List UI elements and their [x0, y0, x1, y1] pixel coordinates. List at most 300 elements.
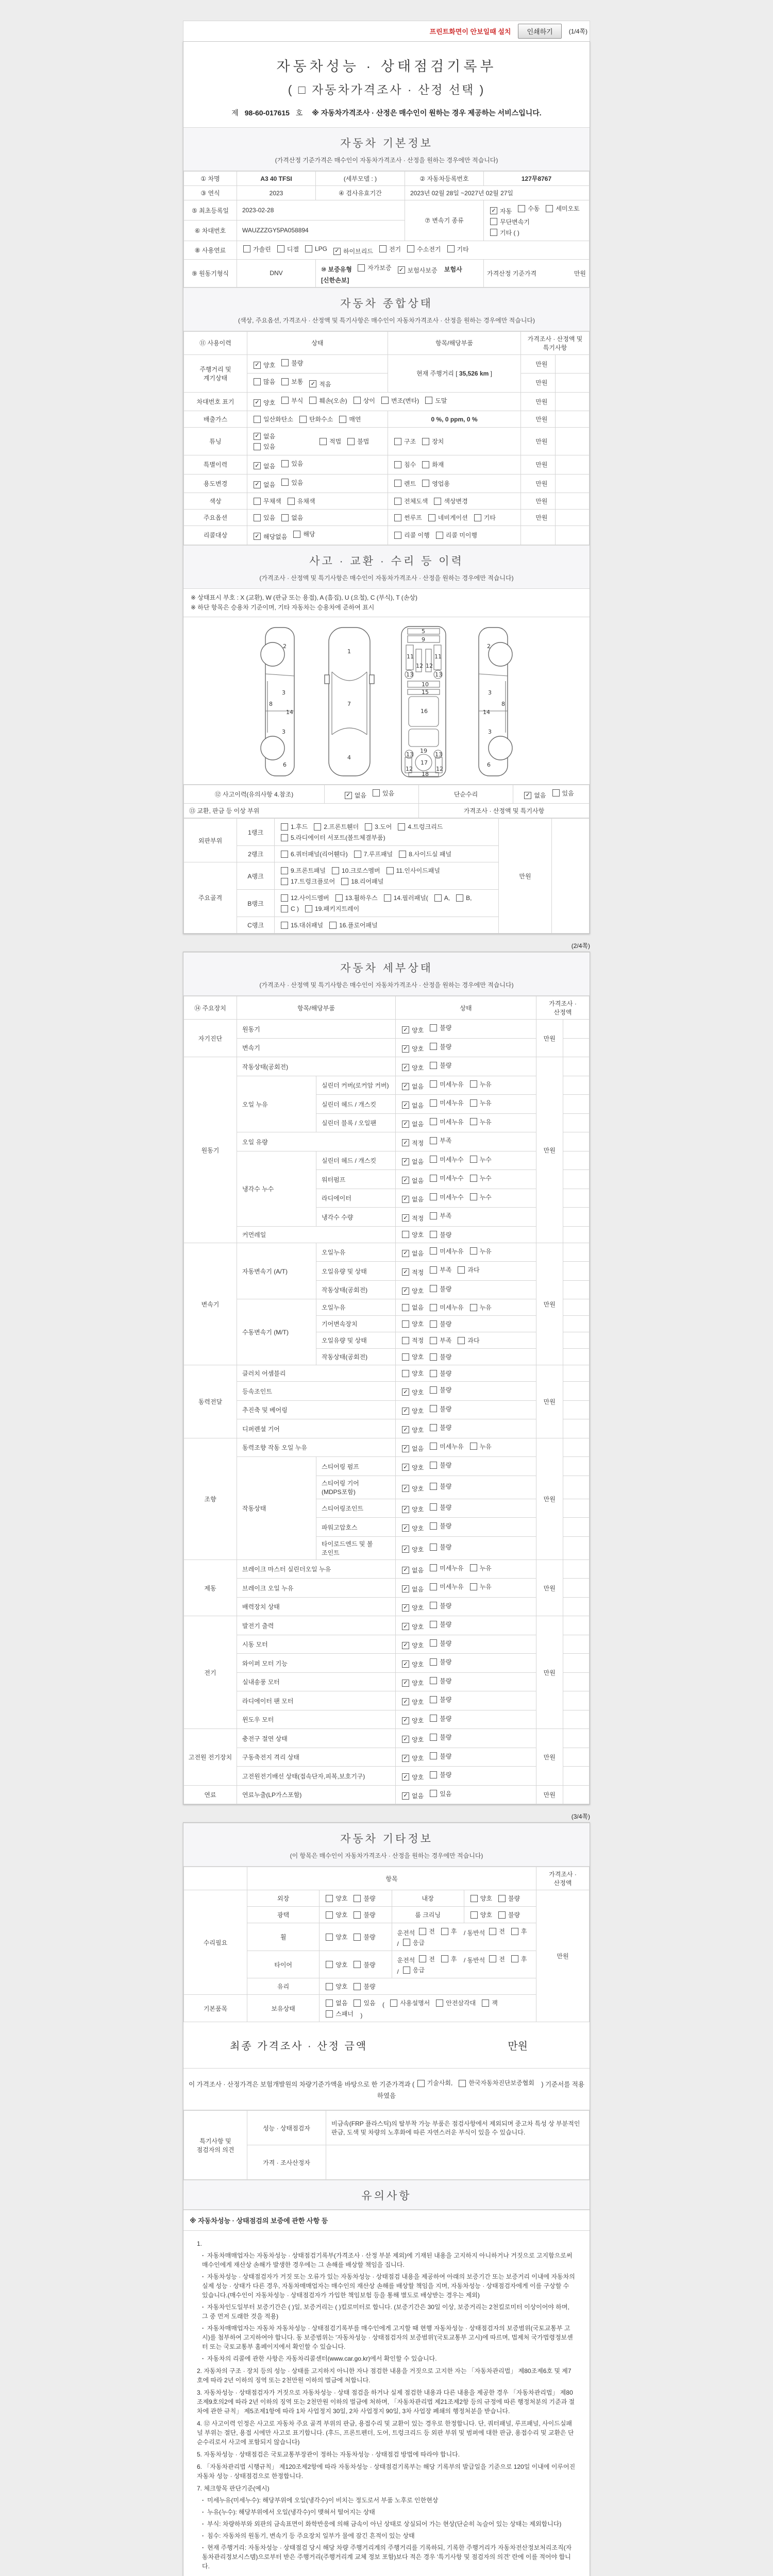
checkbox-unchecked-icon[interactable] [430, 1304, 437, 1311]
checkbox-unchecked-icon[interactable] [434, 498, 441, 505]
checkbox-checked-icon[interactable] [254, 481, 261, 488]
checkbox-unchecked-icon[interactable] [281, 851, 288, 858]
checkbox-unchecked-icon[interactable] [441, 1955, 448, 1962]
checkbox-option[interactable] [430, 1404, 451, 1413]
checkbox-option[interactable] [281, 877, 335, 886]
checkbox-unchecked-icon[interactable] [354, 1983, 361, 1990]
checkbox-option[interactable] [403, 1965, 425, 1974]
checkbox-option[interactable] [430, 1582, 463, 1591]
checkbox-option[interactable] [430, 1601, 451, 1610]
checkbox-unchecked-icon[interactable] [430, 1790, 437, 1797]
checkbox-option[interactable] [326, 1933, 347, 1941]
checkbox-unchecked-icon[interactable] [281, 514, 289, 521]
checkbox-option[interactable] [430, 1789, 451, 1798]
checkbox-option[interactable] [552, 789, 574, 798]
checkbox-option[interactable] [335, 893, 378, 902]
checkbox-unchecked-icon[interactable] [354, 1961, 361, 1968]
checkbox-option[interactable] [384, 893, 428, 902]
checkbox-option[interactable] [320, 437, 341, 446]
checkbox-checked-icon[interactable] [402, 1445, 409, 1452]
checkbox-option[interactable] [254, 462, 275, 470]
checkbox-unchecked-icon[interactable] [430, 1156, 437, 1163]
checkbox-option[interactable] [254, 480, 275, 489]
checkbox-unchecked-icon[interactable] [470, 1911, 478, 1919]
checkbox-option[interactable] [407, 245, 441, 253]
checkbox-unchecked-icon[interactable] [511, 1928, 518, 1935]
checkbox-option[interactable] [402, 1352, 424, 1361]
checkbox-option[interactable] [309, 396, 347, 405]
checkbox-checked-icon[interactable] [402, 1773, 409, 1781]
checkbox-unchecked-icon[interactable] [320, 438, 327, 445]
checkbox-option[interactable] [386, 866, 440, 875]
checkbox-unchecked-icon[interactable] [430, 1231, 437, 1238]
checkbox-checked-icon[interactable] [254, 433, 261, 440]
checkbox-option[interactable] [381, 396, 419, 405]
checkbox-option[interactable] [430, 1385, 451, 1394]
checkbox-unchecked-icon[interactable] [419, 1955, 426, 1962]
checkbox-checked-icon[interactable] [402, 1680, 409, 1687]
checkbox-option[interactable] [402, 1754, 424, 1762]
checkbox-option[interactable] [430, 1042, 451, 1051]
checkbox-checked-icon[interactable] [402, 1196, 409, 1203]
checkbox-checked-icon[interactable] [402, 1464, 409, 1471]
checkbox-option[interactable] [482, 1998, 498, 2007]
checkbox-unchecked-icon[interactable] [458, 1266, 465, 1274]
checkbox-option[interactable] [243, 245, 271, 253]
checkbox-unchecked-icon[interactable] [490, 229, 497, 236]
checkbox-option[interactable] [402, 1406, 424, 1415]
checkbox-unchecked-icon[interactable] [430, 1696, 437, 1703]
print-button[interactable]: 인쇄하기 [518, 24, 561, 39]
checkbox-option[interactable] [394, 497, 428, 505]
checkbox-option[interactable] [430, 1211, 451, 1220]
checkbox-option[interactable] [430, 1174, 463, 1182]
checkbox-unchecked-icon[interactable] [281, 878, 288, 885]
checkbox-option[interactable] [281, 478, 303, 487]
checkbox-option[interactable] [399, 850, 451, 858]
checkbox-option[interactable] [402, 1698, 424, 1706]
checkbox-option[interactable] [490, 207, 512, 215]
checkbox-option[interactable] [430, 1230, 451, 1239]
checkbox-option[interactable] [430, 1714, 451, 1723]
checkbox-checked-icon[interactable] [333, 248, 341, 255]
checkbox-unchecked-icon[interactable] [394, 532, 401, 539]
checkbox-unchecked-icon[interactable] [422, 461, 429, 468]
checkbox-option[interactable] [430, 1676, 451, 1685]
checkbox-unchecked-icon[interactable] [281, 922, 288, 929]
checkbox-option[interactable] [339, 415, 361, 423]
checkbox-option[interactable] [430, 1319, 451, 1328]
checkbox-unchecked-icon[interactable] [329, 922, 337, 929]
checkbox-unchecked-icon[interactable] [470, 1099, 477, 1107]
checkbox-checked-icon[interactable] [402, 1546, 409, 1553]
checkbox-unchecked-icon[interactable] [354, 1895, 361, 1902]
checkbox-unchecked-icon[interactable] [430, 1247, 437, 1255]
checkbox-option[interactable] [458, 1336, 479, 1345]
checkbox-unchecked-icon[interactable] [498, 1895, 506, 1902]
checkbox-checked-icon[interactable] [402, 1604, 409, 1612]
checkbox-option[interactable] [436, 1998, 476, 2007]
checkbox-unchecked-icon[interactable] [470, 1193, 477, 1200]
checkbox-option[interactable] [354, 1933, 375, 1941]
checkbox-unchecked-icon[interactable] [403, 1939, 410, 1946]
checkbox-option[interactable] [498, 1894, 520, 1903]
checkbox-option[interactable] [470, 1910, 492, 1919]
checkbox-unchecked-icon[interactable] [489, 1928, 496, 1935]
checkbox-option[interactable] [470, 1894, 492, 1903]
checkbox-unchecked-icon[interactable] [254, 416, 261, 423]
checkbox-unchecked-icon[interactable] [470, 1118, 477, 1125]
checkbox-option[interactable] [430, 1284, 451, 1293]
checkbox-unchecked-icon[interactable] [398, 823, 405, 831]
checkbox-checked-icon[interactable] [402, 1064, 409, 1071]
checkbox-option[interactable] [402, 1679, 424, 1687]
checkbox-checked-icon[interactable] [402, 1139, 409, 1146]
checkbox-unchecked-icon[interactable] [430, 1337, 437, 1344]
checkbox-option[interactable] [354, 850, 393, 858]
checkbox-option[interactable] [459, 2078, 534, 2088]
checkbox-unchecked-icon[interactable] [552, 789, 560, 796]
checkbox-unchecked-icon[interactable] [430, 1752, 437, 1759]
checkbox-option[interactable] [428, 513, 468, 522]
checkbox-option[interactable] [326, 1894, 347, 1903]
checkbox-checked-icon[interactable] [402, 1660, 409, 1668]
checkbox-option[interactable] [281, 822, 308, 831]
checkbox-option[interactable] [417, 2078, 453, 2088]
checkbox-option[interactable] [358, 263, 391, 272]
checkbox-unchecked-icon[interactable] [430, 1353, 437, 1361]
checkbox-unchecked-icon[interactable] [394, 438, 401, 445]
checkbox-unchecked-icon[interactable] [470, 1583, 477, 1590]
checkbox-option[interactable] [354, 1910, 375, 1919]
checkbox-unchecked-icon[interactable] [243, 245, 250, 252]
checkbox-unchecked-icon[interactable] [430, 1522, 437, 1530]
checkbox-unchecked-icon[interactable] [459, 2080, 466, 2087]
checkbox-unchecked-icon[interactable] [422, 480, 429, 487]
checkbox-option[interactable] [430, 1023, 451, 1032]
checkbox-unchecked-icon[interactable] [326, 1983, 333, 1990]
checkbox-unchecked-icon[interactable] [402, 1337, 409, 1344]
checkbox-option[interactable] [402, 1463, 424, 1472]
checkbox-option[interactable] [430, 1657, 451, 1666]
checkbox-option[interactable] [430, 1503, 451, 1512]
checkbox-unchecked-icon[interactable] [546, 205, 553, 212]
checkbox-option[interactable] [430, 1695, 451, 1704]
checkbox-unchecked-icon[interactable] [425, 397, 432, 404]
checkbox-option[interactable] [430, 1423, 451, 1432]
checkbox-option[interactable] [441, 1927, 457, 1936]
checkbox-option[interactable] [419, 1927, 435, 1936]
checkbox-unchecked-icon[interactable] [518, 205, 525, 212]
checkbox-unchecked-icon[interactable] [436, 532, 443, 539]
checkbox-option[interactable] [470, 1080, 492, 1089]
checkbox-unchecked-icon[interactable] [314, 823, 321, 831]
checkbox-unchecked-icon[interactable] [394, 498, 401, 505]
checkbox-option[interactable] [402, 1388, 424, 1397]
checkbox-checked-icon[interactable] [254, 462, 261, 469]
checkbox-option[interactable] [332, 866, 380, 875]
checkbox-option[interactable] [373, 789, 394, 798]
checkbox-unchecked-icon[interactable] [379, 245, 386, 252]
checkbox-unchecked-icon[interactable] [281, 905, 288, 912]
checkbox-unchecked-icon[interactable] [394, 480, 401, 487]
checkbox-option[interactable] [430, 1352, 451, 1361]
checkbox-option[interactable] [398, 266, 438, 275]
checkbox-option[interactable] [430, 1733, 451, 1741]
checkbox-option[interactable] [402, 1063, 424, 1072]
checkbox-option[interactable] [394, 437, 416, 446]
checkbox-option[interactable] [288, 497, 315, 505]
checkbox-option[interactable] [281, 921, 323, 929]
checkbox-unchecked-icon[interactable] [339, 416, 346, 423]
checkbox-option[interactable] [470, 1247, 492, 1256]
checkbox-checked-icon[interactable] [402, 1045, 409, 1053]
checkbox-option[interactable] [430, 1639, 451, 1648]
checkbox-unchecked-icon[interactable] [347, 438, 355, 445]
checkbox-checked-icon[interactable] [402, 1698, 409, 1705]
checkbox-checked-icon[interactable] [402, 1408, 409, 1415]
checkbox-option[interactable] [402, 1484, 424, 1493]
checkbox-unchecked-icon[interactable] [430, 1424, 437, 1431]
checkbox-option[interactable] [281, 459, 303, 468]
checkbox-option[interactable] [430, 1752, 451, 1760]
checkbox-unchecked-icon[interactable] [447, 245, 455, 252]
checkbox-unchecked-icon[interactable] [470, 1156, 477, 1163]
checkbox-option[interactable] [365, 822, 392, 831]
checkbox-option[interactable] [394, 479, 416, 488]
checkbox-unchecked-icon[interactable] [402, 1304, 409, 1311]
checkbox-unchecked-icon[interactable] [419, 1928, 426, 1935]
checkbox-option[interactable] [430, 1543, 451, 1551]
checkbox-option[interactable] [470, 1442, 492, 1451]
checkbox-option[interactable] [254, 398, 275, 407]
checkbox-checked-icon[interactable] [254, 399, 261, 406]
checkbox-checked-icon[interactable] [402, 1121, 409, 1128]
checkbox-option[interactable] [470, 1564, 492, 1572]
checkbox-unchecked-icon[interactable] [489, 1955, 496, 1962]
checkbox-unchecked-icon[interactable] [305, 905, 312, 912]
checkbox-option[interactable] [281, 866, 326, 875]
checkbox-unchecked-icon[interactable] [498, 1911, 506, 1919]
checkbox-unchecked-icon[interactable] [430, 1639, 437, 1647]
checkbox-option[interactable] [329, 921, 378, 929]
checkbox-option[interactable] [402, 1026, 424, 1035]
checkbox-unchecked-icon[interactable] [430, 1583, 437, 1590]
checkbox-unchecked-icon[interactable] [490, 218, 497, 225]
checkbox-option[interactable] [354, 1982, 375, 1991]
checkbox-unchecked-icon[interactable] [394, 514, 401, 521]
checkbox-option[interactable] [402, 1214, 424, 1223]
checkbox-option[interactable] [436, 531, 477, 539]
checkbox-checked-icon[interactable] [398, 266, 405, 274]
checkbox-unchecked-icon[interactable] [470, 1247, 477, 1255]
checkbox-option[interactable] [419, 1955, 435, 1963]
checkbox-checked-icon[interactable] [402, 1567, 409, 1574]
checkbox-unchecked-icon[interactable] [281, 479, 289, 486]
checkbox-option[interactable] [430, 1369, 451, 1378]
checkbox-unchecked-icon[interactable] [293, 531, 300, 538]
checkbox-unchecked-icon[interactable] [430, 1503, 437, 1511]
checkbox-checked-icon[interactable] [254, 533, 261, 540]
checkbox-unchecked-icon[interactable] [470, 1175, 477, 1182]
checkbox-unchecked-icon[interactable] [430, 1118, 437, 1125]
checkbox-option[interactable] [254, 432, 317, 440]
checkbox-checked-icon[interactable] [402, 1426, 409, 1433]
checkbox-checked-icon[interactable] [402, 1214, 409, 1222]
checkbox-unchecked-icon[interactable] [430, 1715, 437, 1722]
checkbox-option[interactable] [347, 437, 369, 446]
checkbox-unchecked-icon[interactable] [436, 1999, 443, 2007]
checkbox-unchecked-icon[interactable] [470, 1304, 477, 1311]
checkbox-unchecked-icon[interactable] [430, 1443, 437, 1450]
checkbox-unchecked-icon[interactable] [417, 2080, 425, 2087]
checkbox-option[interactable] [281, 377, 303, 386]
checkbox-option[interactable] [470, 1193, 492, 1201]
checkbox-option[interactable] [379, 245, 401, 253]
checkbox-unchecked-icon[interactable] [430, 1137, 437, 1144]
checkbox-checked-icon[interactable] [309, 380, 316, 387]
checkbox-option[interactable] [474, 513, 496, 522]
checkbox-option[interactable] [390, 1998, 430, 2007]
checkbox-option[interactable] [281, 905, 299, 912]
checkbox-checked-icon[interactable] [402, 1287, 409, 1295]
checkbox-option[interactable] [277, 245, 299, 253]
checkbox-option[interactable] [326, 1960, 347, 1969]
checkbox-option[interactable] [305, 904, 359, 913]
checkbox-unchecked-icon[interactable] [470, 1443, 477, 1450]
checkbox-unchecked-icon[interactable] [373, 789, 380, 796]
checkbox-unchecked-icon[interactable] [434, 894, 442, 902]
checkbox-option[interactable] [281, 359, 303, 367]
checkbox-unchecked-icon[interactable] [430, 1266, 437, 1274]
checkbox-unchecked-icon[interactable] [422, 438, 429, 445]
checkbox-unchecked-icon[interactable] [354, 397, 361, 404]
checkbox-option[interactable] [402, 1716, 424, 1725]
checkbox-unchecked-icon[interactable] [326, 1934, 333, 1941]
checkbox-option[interactable] [402, 1319, 424, 1328]
checkbox-option[interactable] [447, 245, 469, 253]
checkbox-option[interactable] [402, 1082, 424, 1091]
checkbox-option[interactable] [402, 1369, 424, 1378]
checkbox-option[interactable] [402, 1195, 424, 1204]
checkbox-checked-icon[interactable] [402, 1268, 409, 1276]
checkbox-unchecked-icon[interactable] [430, 1544, 437, 1551]
checkbox-unchecked-icon[interactable] [254, 498, 261, 505]
checkbox-unchecked-icon[interactable] [403, 1967, 410, 1974]
checkbox-checked-icon[interactable] [490, 207, 497, 214]
checkbox-unchecked-icon[interactable] [430, 1285, 437, 1292]
checkbox-option[interactable] [430, 1482, 451, 1490]
checkbox-option[interactable] [430, 1620, 451, 1629]
checkbox-unchecked-icon[interactable] [430, 1771, 437, 1778]
checkbox-unchecked-icon[interactable] [354, 851, 361, 858]
checkbox-option[interactable] [434, 894, 450, 902]
checkbox-option[interactable] [354, 1960, 375, 1969]
checkbox-option[interactable] [430, 1442, 463, 1451]
checkbox-unchecked-icon[interactable] [354, 1999, 361, 2007]
checkbox-unchecked-icon[interactable] [430, 1405, 437, 1412]
checkbox-unchecked-icon[interactable] [299, 416, 307, 423]
checkbox-option[interactable] [430, 1098, 463, 1107]
checkbox-unchecked-icon[interactable] [430, 1080, 437, 1088]
checkbox-checked-icon[interactable] [402, 1101, 409, 1109]
checkbox-option[interactable] [402, 1791, 424, 1800]
checkbox-unchecked-icon[interactable] [430, 1193, 437, 1200]
checkbox-option[interactable] [511, 1927, 527, 1936]
checkbox-option[interactable] [430, 1461, 451, 1469]
checkbox-unchecked-icon[interactable] [326, 1999, 333, 2007]
checkbox-option[interactable] [470, 1155, 492, 1164]
checkbox-option[interactable] [470, 1303, 492, 1312]
checkbox-option[interactable] [309, 380, 331, 388]
checkbox-unchecked-icon[interactable] [399, 851, 406, 858]
checkbox-unchecked-icon[interactable] [341, 878, 348, 885]
checkbox-option[interactable] [402, 1336, 424, 1345]
checkbox-checked-icon[interactable] [402, 1755, 409, 1762]
checkbox-unchecked-icon[interactable] [430, 1386, 437, 1394]
checkbox-option[interactable] [305, 245, 327, 252]
checkbox-unchecked-icon[interactable] [407, 245, 414, 252]
checkbox-unchecked-icon[interactable] [394, 461, 401, 468]
checkbox-unchecked-icon[interactable] [430, 1621, 437, 1628]
checkbox-unchecked-icon[interactable] [281, 867, 288, 874]
checkbox-unchecked-icon[interactable] [354, 1911, 361, 1919]
checkbox-option[interactable] [422, 460, 444, 469]
checkbox-unchecked-icon[interactable] [281, 460, 289, 467]
checkbox-unchecked-icon[interactable] [458, 1337, 465, 1344]
checkbox-option[interactable] [402, 1426, 424, 1434]
checkbox-unchecked-icon[interactable] [482, 1999, 489, 2007]
checkbox-unchecked-icon[interactable] [390, 1999, 397, 2007]
checkbox-unchecked-icon[interactable] [430, 1734, 437, 1741]
checkbox-unchecked-icon[interactable] [430, 1212, 437, 1219]
checkbox-option[interactable] [326, 1982, 347, 1991]
checkbox-option[interactable] [402, 1120, 424, 1128]
checkbox-option[interactable] [470, 1174, 492, 1182]
checkbox-option[interactable] [430, 1265, 451, 1274]
checkbox-checked-icon[interactable] [402, 1158, 409, 1165]
checkbox-unchecked-icon[interactable] [281, 378, 289, 385]
checkbox-unchecked-icon[interactable] [381, 397, 389, 404]
checkbox-unchecked-icon[interactable] [326, 1895, 333, 1902]
checkbox-option[interactable] [354, 1894, 375, 1903]
checkbox-option[interactable] [402, 1249, 424, 1258]
checkbox-option[interactable] [341, 877, 383, 886]
checkbox-option[interactable] [254, 377, 275, 386]
checkbox-option[interactable] [394, 531, 430, 539]
checkbox-option[interactable] [402, 1303, 424, 1312]
checkbox-option[interactable] [402, 1735, 424, 1744]
checkbox-option[interactable] [470, 1582, 492, 1591]
checkbox-option[interactable] [430, 1193, 463, 1201]
checkbox-option[interactable] [422, 437, 444, 446]
checkbox-unchecked-icon[interactable] [430, 1175, 437, 1182]
checkbox-option[interactable] [402, 1524, 424, 1533]
checkbox-option[interactable] [470, 1117, 492, 1126]
checkbox-option[interactable] [281, 513, 303, 522]
checkbox-option[interactable] [456, 894, 472, 902]
checkbox-option[interactable] [314, 822, 359, 831]
checkbox-option[interactable] [402, 1773, 424, 1782]
checkbox-unchecked-icon[interactable] [430, 1024, 437, 1031]
checkbox-unchecked-icon[interactable] [430, 1483, 437, 1490]
checkbox-option[interactable] [422, 479, 450, 488]
checkbox-option[interactable] [430, 1336, 451, 1345]
checkbox-option[interactable] [333, 247, 373, 256]
checkbox-unchecked-icon[interactable] [470, 1564, 477, 1571]
checkbox-option[interactable] [281, 893, 329, 902]
checkbox-checked-icon[interactable] [402, 1388, 409, 1396]
